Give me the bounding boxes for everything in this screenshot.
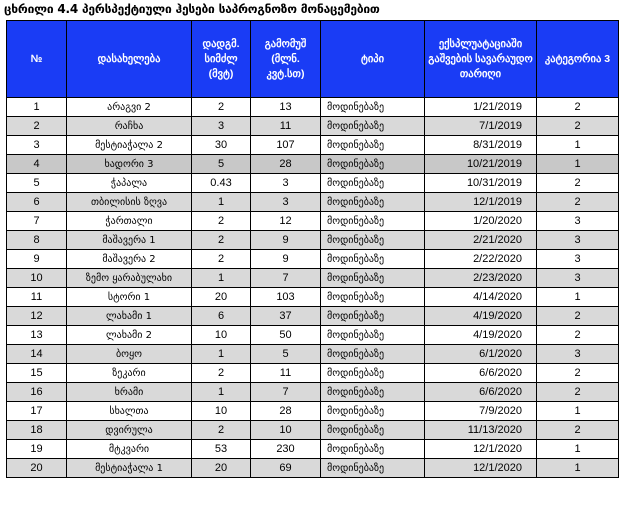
cell-num: 14 <box>7 345 67 364</box>
cell-generation: 9 <box>251 231 321 250</box>
cell-date: 2/23/2020 <box>425 269 537 288</box>
table-row[interactable] <box>7 212 619 231</box>
table-row[interactable] <box>7 345 619 364</box>
cell-capacity: 30 <box>192 136 251 155</box>
cell-category: 1 <box>537 402 619 421</box>
cell-capacity: 53 <box>192 440 251 459</box>
header-name: დასახელება <box>67 21 192 98</box>
cell-date: 10/21/2019 <box>425 155 537 174</box>
cell-date: 10/31/2019 <box>425 174 537 193</box>
cell-category: 2 <box>537 383 619 402</box>
cell-date: 6/1/2020 <box>425 345 537 364</box>
cell-name: ლახამი 2 <box>67 326 192 345</box>
cell-category: 2 <box>537 326 619 345</box>
cell-date: 12/1/2020 <box>425 459 537 478</box>
cell-category: 1 <box>537 155 619 174</box>
cell-type: მოდინებაზე <box>321 345 425 364</box>
table-row[interactable] <box>7 421 619 440</box>
cell-name: დვირულა <box>67 421 192 440</box>
cell-generation: 103 <box>251 288 321 307</box>
cell-num: 4 <box>7 155 67 174</box>
table-row[interactable] <box>7 231 619 250</box>
table-row[interactable] <box>7 250 619 269</box>
cell-capacity: 6 <box>192 307 251 326</box>
cell-capacity: 20 <box>192 459 251 478</box>
cell-name: მესტიაჭალა 1 <box>67 459 192 478</box>
cell-name: არაგვი 2 <box>67 98 192 117</box>
cell-type: მოდინებაზე <box>321 440 425 459</box>
cell-generation: 13 <box>251 98 321 117</box>
cell-date: 1/20/2020 <box>425 212 537 231</box>
cell-capacity: 5 <box>192 155 251 174</box>
cell-num: 2 <box>7 117 67 136</box>
cell-generation: 50 <box>251 326 321 345</box>
cell-date: 2/21/2020 <box>425 231 537 250</box>
table-row[interactable] <box>7 269 619 288</box>
cell-date: 4/19/2020 <box>425 326 537 345</box>
cell-name: ჭართალი <box>67 212 192 231</box>
cell-type: მოდინებაზე <box>321 459 425 478</box>
cell-date: 6/6/2020 <box>425 364 537 383</box>
cell-num: 15 <box>7 364 67 383</box>
cell-type: მოდინებაზე <box>321 212 425 231</box>
cell-type: მოდინებაზე <box>321 231 425 250</box>
cell-category: 3 <box>537 269 619 288</box>
cell-name: ჭაპალა <box>67 174 192 193</box>
cell-capacity: 2 <box>192 421 251 440</box>
table-caption: ცხრილი 4.4 პერსპექტიული ჰესები საპროგნოზო მონაცემებით <box>4 2 380 16</box>
cell-type: მოდინებაზე <box>321 402 425 421</box>
cell-generation: 37 <box>251 307 321 326</box>
cell-generation: 9 <box>251 250 321 269</box>
table-row[interactable] <box>7 307 619 326</box>
cell-name: ზეკარი <box>67 364 192 383</box>
table-row[interactable] <box>7 174 619 193</box>
header-category: კატეგორია 3 <box>537 21 619 98</box>
cell-num: 3 <box>7 136 67 155</box>
cell-type: მოდინებაზე <box>321 269 425 288</box>
cell-capacity: 3 <box>192 117 251 136</box>
cell-type: მოდინებაზე <box>321 383 425 402</box>
cell-num: 19 <box>7 440 67 459</box>
cell-capacity: 2 <box>192 364 251 383</box>
cell-type: მოდინებაზე <box>321 307 425 326</box>
cell-capacity: 2 <box>192 212 251 231</box>
table-row[interactable] <box>7 155 619 174</box>
cell-category: 1 <box>537 459 619 478</box>
cell-num: 16 <box>7 383 67 402</box>
header-capacity: დადგმ. სიმძლ (მვტ) <box>192 21 251 98</box>
cell-capacity: 2 <box>192 231 251 250</box>
cell-date: 1/21/2019 <box>425 98 537 117</box>
cell-capacity: 10 <box>192 326 251 345</box>
cell-generation: 10 <box>251 421 321 440</box>
cell-name: თბილისის ზღვა <box>67 193 192 212</box>
table-row[interactable] <box>7 288 619 307</box>
cell-category: 2 <box>537 193 619 212</box>
cell-category: 3 <box>537 345 619 364</box>
cell-type: მოდინებაზე <box>321 326 425 345</box>
cell-capacity: 1 <box>192 269 251 288</box>
cell-date: 8/31/2019 <box>425 136 537 155</box>
cell-generation: 69 <box>251 459 321 478</box>
cell-capacity: 2 <box>192 98 251 117</box>
cell-name: ხრამი <box>67 383 192 402</box>
cell-name: ლახამი 1 <box>67 307 192 326</box>
cell-type: მოდინებაზე <box>321 364 425 383</box>
header-generation: გამომუშ (მლნ. კვტ.სთ) <box>251 21 321 98</box>
cell-category: 1 <box>537 136 619 155</box>
cell-num: 11 <box>7 288 67 307</box>
cell-category: 3 <box>537 250 619 269</box>
cell-generation: 28 <box>251 155 321 174</box>
cell-num: 18 <box>7 421 67 440</box>
cell-num: 12 <box>7 307 67 326</box>
cell-type: მოდინებაზე <box>321 250 425 269</box>
cell-generation: 3 <box>251 174 321 193</box>
cell-num: 17 <box>7 402 67 421</box>
cell-date: 11/13/2020 <box>425 421 537 440</box>
cell-generation: 230 <box>251 440 321 459</box>
cell-name: სტორი 1 <box>67 288 192 307</box>
cell-name: ბოყო <box>67 345 192 364</box>
header-date: ექსპლუატაციაში გაშვების სავარაუდო თარიღი <box>425 21 537 98</box>
table-row[interactable] <box>7 117 619 136</box>
cell-num: 7 <box>7 212 67 231</box>
cell-capacity: 1 <box>192 383 251 402</box>
cell-category: 2 <box>537 117 619 136</box>
cell-generation: 107 <box>251 136 321 155</box>
header-row <box>7 21 619 98</box>
cell-category: 2 <box>537 174 619 193</box>
table-row[interactable] <box>7 98 619 117</box>
cell-num: 1 <box>7 98 67 117</box>
cell-name: ხადორი 3 <box>67 155 192 174</box>
cell-category: 2 <box>537 98 619 117</box>
cell-name: მესტიაჭალა 2 <box>67 136 192 155</box>
cell-category: 2 <box>537 364 619 383</box>
cell-date: 12/1/2020 <box>425 440 537 459</box>
cell-category: 3 <box>537 231 619 250</box>
header-type: ტიპი <box>321 21 425 98</box>
cell-category: 1 <box>537 288 619 307</box>
cell-type: მოდინებაზე <box>321 193 425 212</box>
table-row[interactable] <box>7 136 619 155</box>
cell-capacity: 20 <box>192 288 251 307</box>
cell-type: მოდინებაზე <box>321 155 425 174</box>
cell-capacity: 2 <box>192 250 251 269</box>
cell-name: მტკვარი <box>67 440 192 459</box>
cell-num: 6 <box>7 193 67 212</box>
table-row[interactable] <box>7 326 619 345</box>
cell-generation: 7 <box>251 269 321 288</box>
cell-capacity: 1 <box>192 345 251 364</box>
cell-category: 1 <box>537 440 619 459</box>
table-row[interactable] <box>7 402 619 421</box>
cell-type: მოდინებაზე <box>321 174 425 193</box>
table-row[interactable] <box>7 193 619 212</box>
cell-date: 7/1/2019 <box>425 117 537 136</box>
cell-date: 12/1/2019 <box>425 193 537 212</box>
cell-date: 4/19/2020 <box>425 307 537 326</box>
cell-name: სხალთა <box>67 402 192 421</box>
cell-num: 8 <box>7 231 67 250</box>
cell-date: 6/6/2020 <box>425 383 537 402</box>
cell-num: 13 <box>7 326 67 345</box>
cell-type: მოდინებაზე <box>321 117 425 136</box>
table-row[interactable] <box>7 459 619 478</box>
cell-generation: 7 <box>251 383 321 402</box>
table-row[interactable] <box>7 364 619 383</box>
cell-category: 2 <box>537 307 619 326</box>
cell-type: მოდინებაზე <box>321 288 425 307</box>
cell-name: რაჩხა <box>67 117 192 136</box>
header-num: № <box>7 21 67 98</box>
cell-name: მაშავერა 2 <box>67 250 192 269</box>
cell-num: 10 <box>7 269 67 288</box>
table-body <box>7 98 619 478</box>
cell-name: ზემო ყარაბულახი <box>67 269 192 288</box>
cell-name: მაშავერა 1 <box>67 231 192 250</box>
table-row[interactable] <box>7 383 619 402</box>
cell-generation: 11 <box>251 364 321 383</box>
cell-num: 20 <box>7 459 67 478</box>
cell-capacity: 10 <box>192 402 251 421</box>
cell-capacity: 1 <box>192 193 251 212</box>
cell-date: 2/22/2020 <box>425 250 537 269</box>
cell-num: 9 <box>7 250 67 269</box>
cell-capacity: 0.43 <box>192 174 251 193</box>
cell-generation: 11 <box>251 117 321 136</box>
cell-category: 3 <box>537 212 619 231</box>
cell-generation: 3 <box>251 193 321 212</box>
cell-type: მოდინებაზე <box>321 98 425 117</box>
cell-date: 4/14/2020 <box>425 288 537 307</box>
cell-generation: 28 <box>251 402 321 421</box>
cell-type: მოდინებაზე <box>321 136 425 155</box>
cell-num: 5 <box>7 174 67 193</box>
hydro-plants-table <box>6 20 619 478</box>
cell-generation: 5 <box>251 345 321 364</box>
cell-generation: 12 <box>251 212 321 231</box>
cell-category: 2 <box>537 421 619 440</box>
cell-date: 7/9/2020 <box>425 402 537 421</box>
cell-type: მოდინებაზე <box>321 421 425 440</box>
table-row[interactable] <box>7 440 619 459</box>
